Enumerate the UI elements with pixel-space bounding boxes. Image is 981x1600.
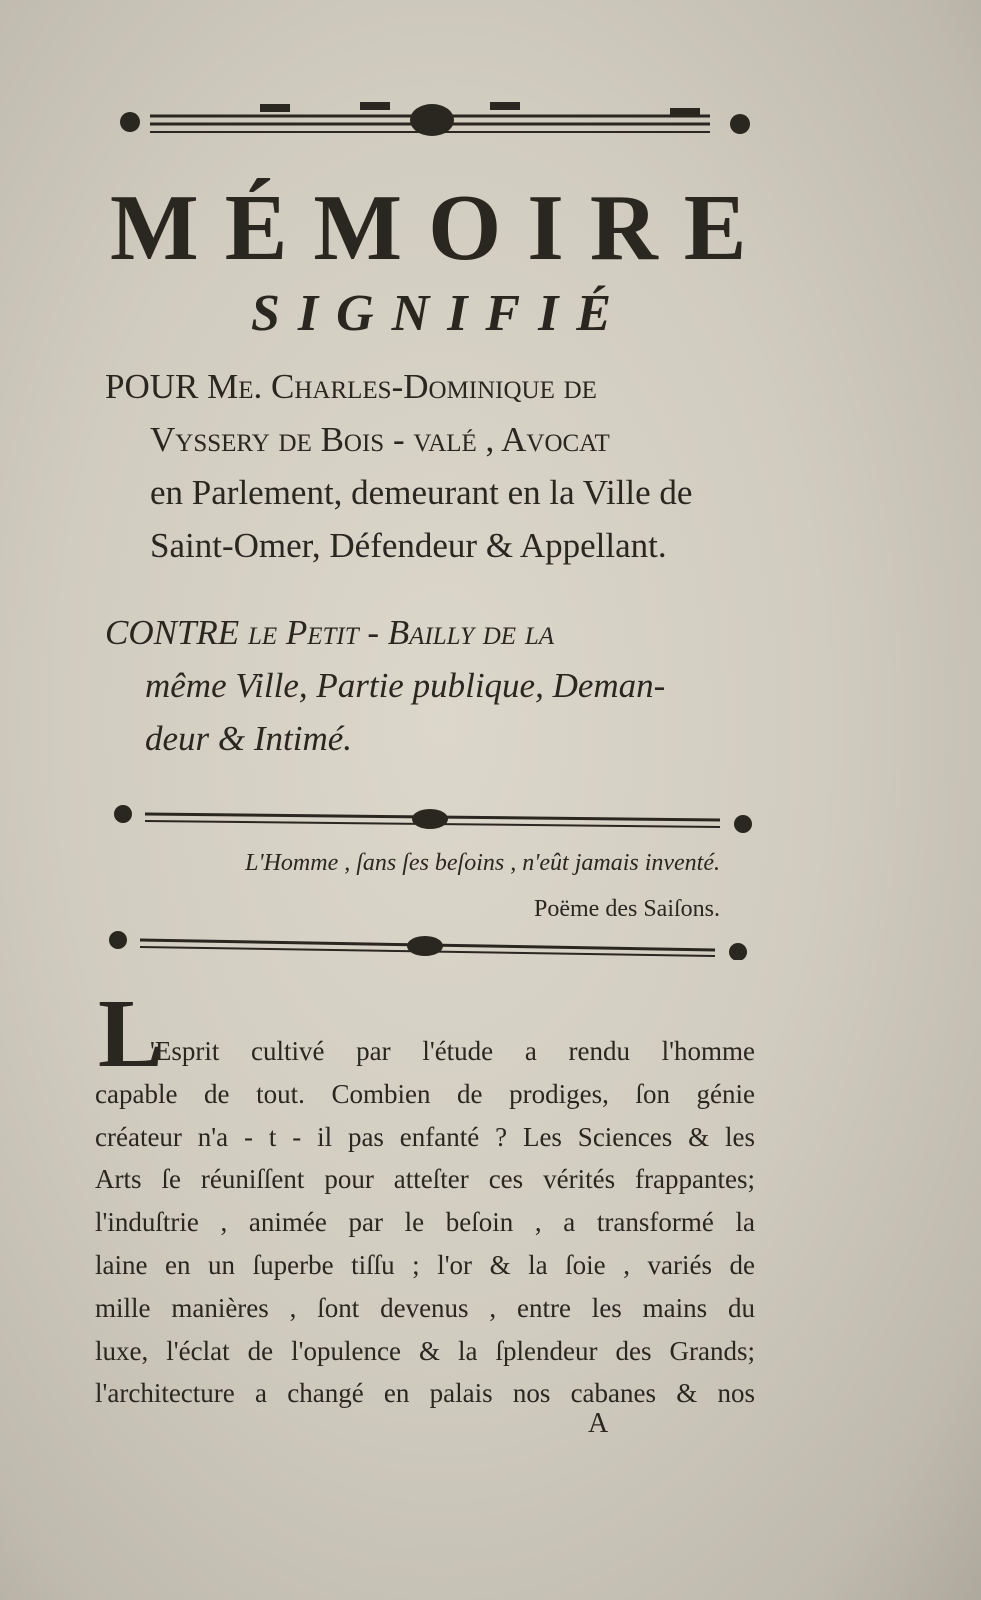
page-subtitle: SIGNIFIÉ [250,285,630,342]
pour-line: POUR Me. Charles-Dominique de [105,367,597,406]
pour-block [105,360,775,572]
top-ornament [110,98,760,148]
contre-line: CONTRE le Petit - Bailly de la [105,613,554,652]
body-line: laine en un ſuperbe tiſſu ; l'or & la ſoie , variés de [95,1249,755,1280]
body-paragraph [95,1030,755,1415]
contre-line: deur & Intimé. [145,719,353,758]
middle-ornament [105,800,760,834]
lower-ornament [100,924,755,960]
body-line: créateur n'a - t - il pas enfanté ? Les Sciences & les [95,1121,755,1152]
body-line: Arts ſe réuniſſent pour atteſter ces vérités frappantes; [95,1164,755,1195]
body-line: 'Esprit cultivé par l'étude a rendu l'homme [150,1036,755,1066]
pour-line: Saint-Omer, Défendeur & Appellant. [150,526,667,565]
body-line: l'architecture a changé en palais nos cabanes & nos [95,1378,755,1409]
signature-mark: A [588,1408,609,1439]
body-line: luxe, l'éclat de l'opulence & la ſplendeur des Grands; [95,1335,755,1366]
pour-line: en Parlement, demeurant en la Ville de [150,473,693,512]
body-line: l'induſtrie , animée par le beſoin , a transformé la [95,1207,755,1238]
page-title: MÉMOIRE [110,176,773,280]
drop-cap: L [98,980,164,1088]
contre-line: même Ville, Partie publique, Deman- [145,666,666,705]
epigraph-quote: L'Homme , ſans ſes beſoins , n'eût jamais inventé. [245,850,720,876]
epigraph-source: Poëme des Saiſons. [534,896,720,922]
contre-block [105,606,775,765]
body-line: capable de tout. Combien de prodiges, ſon génie [95,1078,755,1109]
pour-line: Vyssery de Bois - valé , Avocat [150,420,610,459]
body-line: mille manières , ſont devenus , entre les mains du [95,1292,755,1323]
